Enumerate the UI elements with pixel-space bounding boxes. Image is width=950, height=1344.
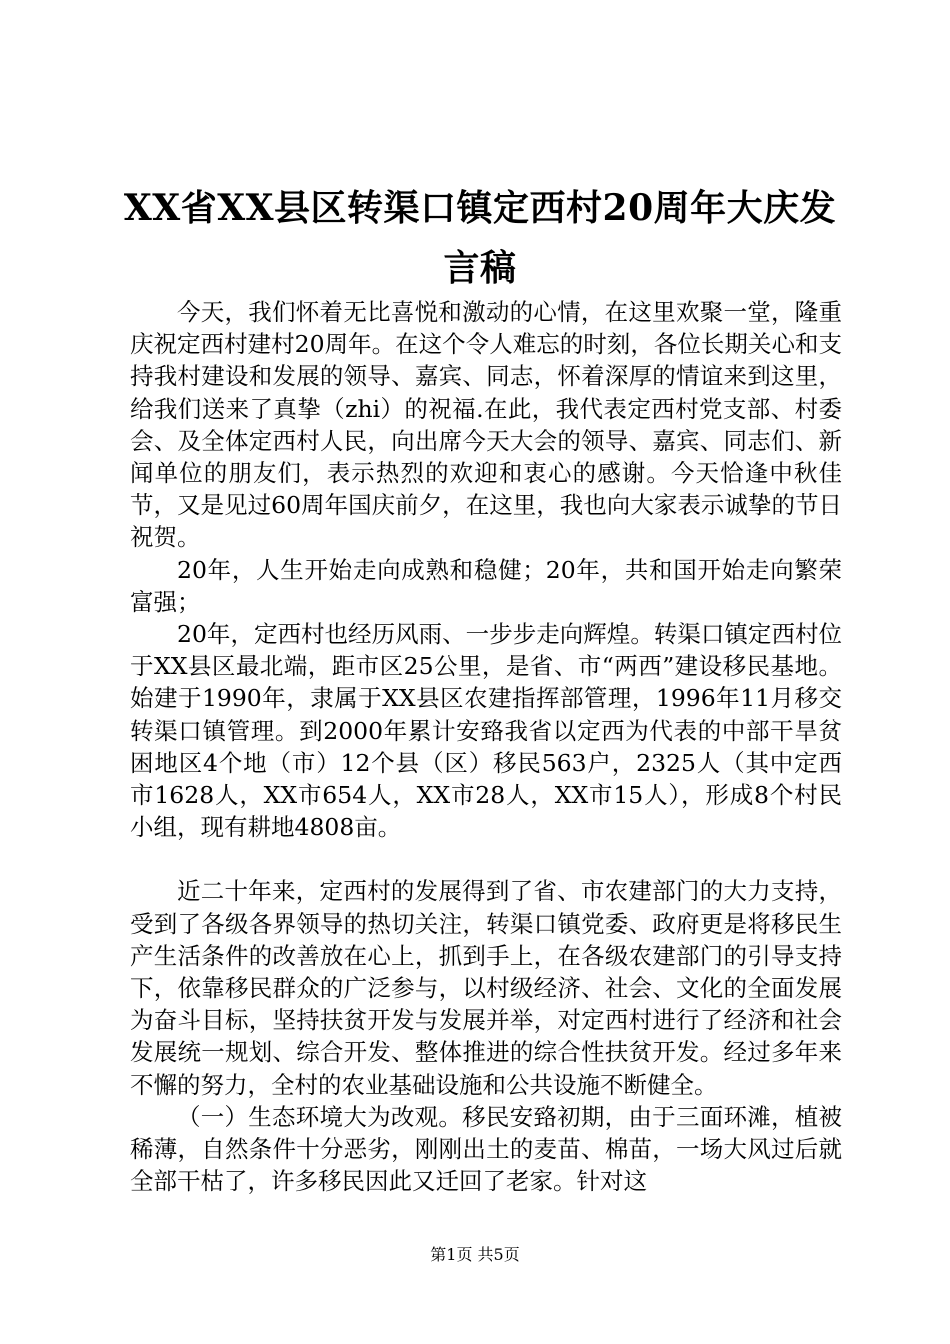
paragraph-twenty-years-life: 20年，人生开始走向成熟和稳健；20年，共和国开始走向繁荣富强；	[130, 555, 842, 616]
document-body	[130, 296, 842, 1197]
page-footer: 第1页 共5页	[430, 1245, 520, 1264]
document-title: XX省XX县区转渠口镇定西村20周年大庆发言稿	[123, 187, 837, 289]
paragraph-ecology: （一）生态环境大为改观。移民安臵初期，由于三面环滩，植被稀薄，自然条件十分恶劣，刚刚出土的麦苗、棉苗，一场大风过后就全部干枯了，许多移民因此又迁回了老家。针对这	[130, 1102, 842, 1196]
paragraph-village-history: 20年，定西村也经历风雨、一步步走向辉煌。转渠口镇定西村位于XX县区最北端，距市区25公里，是省、市“两西”建设移民基地。始建于1990年，隶属于XX县区农建指挥部管理，1996年11月移交转渠口镇管理。到2000年累计安臵我省以定西为代表的中部干旱贫困地区4个地（市）12个县（区）移民563户，2325人（其中定西市1628人，XX市654人，XX市28人，XX市15人），形成8个村民小组，现有耕地4808亩。	[130, 620, 842, 842]
paragraph-opening: 今天，我们怀着无比喜悦和激动的心情，在这里欢聚一堂，隆重庆祝定西村建村20周年。在这个令人难忘的时刻，各位长期关心和支持我村建设和发展的领导、嘉宾、同志，怀着深厚的情谊来到这里，给我们送来了真挚（zhi）的祝福.在此，我代表定西村党支部、村委会、及全体定西村人民，向出席今天大会的领导、嘉宾、同志们、新闻单位的朋友们，表示热烈的欢迎和衷心的感谢。今天恰逢中秋佳节，又是见过60周年国庆前夕，在这里，我也向大家表示诚挚的节日祝贺。	[130, 298, 842, 552]
paragraph-development: 近二十年来，定西村的发展得到了省、市农建部门的大力支持，受到了各级各界领导的热切关注，转渠口镇党委、政府更是将移民生产生活条件的改善放在心上，抓到手上，在各级农建部门的引导支持下，依靠移民群众的广泛参与，以村级经济、社会、文化的全面发展为奋斗目标，坚持扶贫开发与发展并举，对定西村进行了经济和社会发展统一规划、综合开发、整体推进的综合性扶贫开发。经过多年来不懈的努力，全村的农业基础设施和公共设施不断健全。	[130, 877, 842, 1099]
